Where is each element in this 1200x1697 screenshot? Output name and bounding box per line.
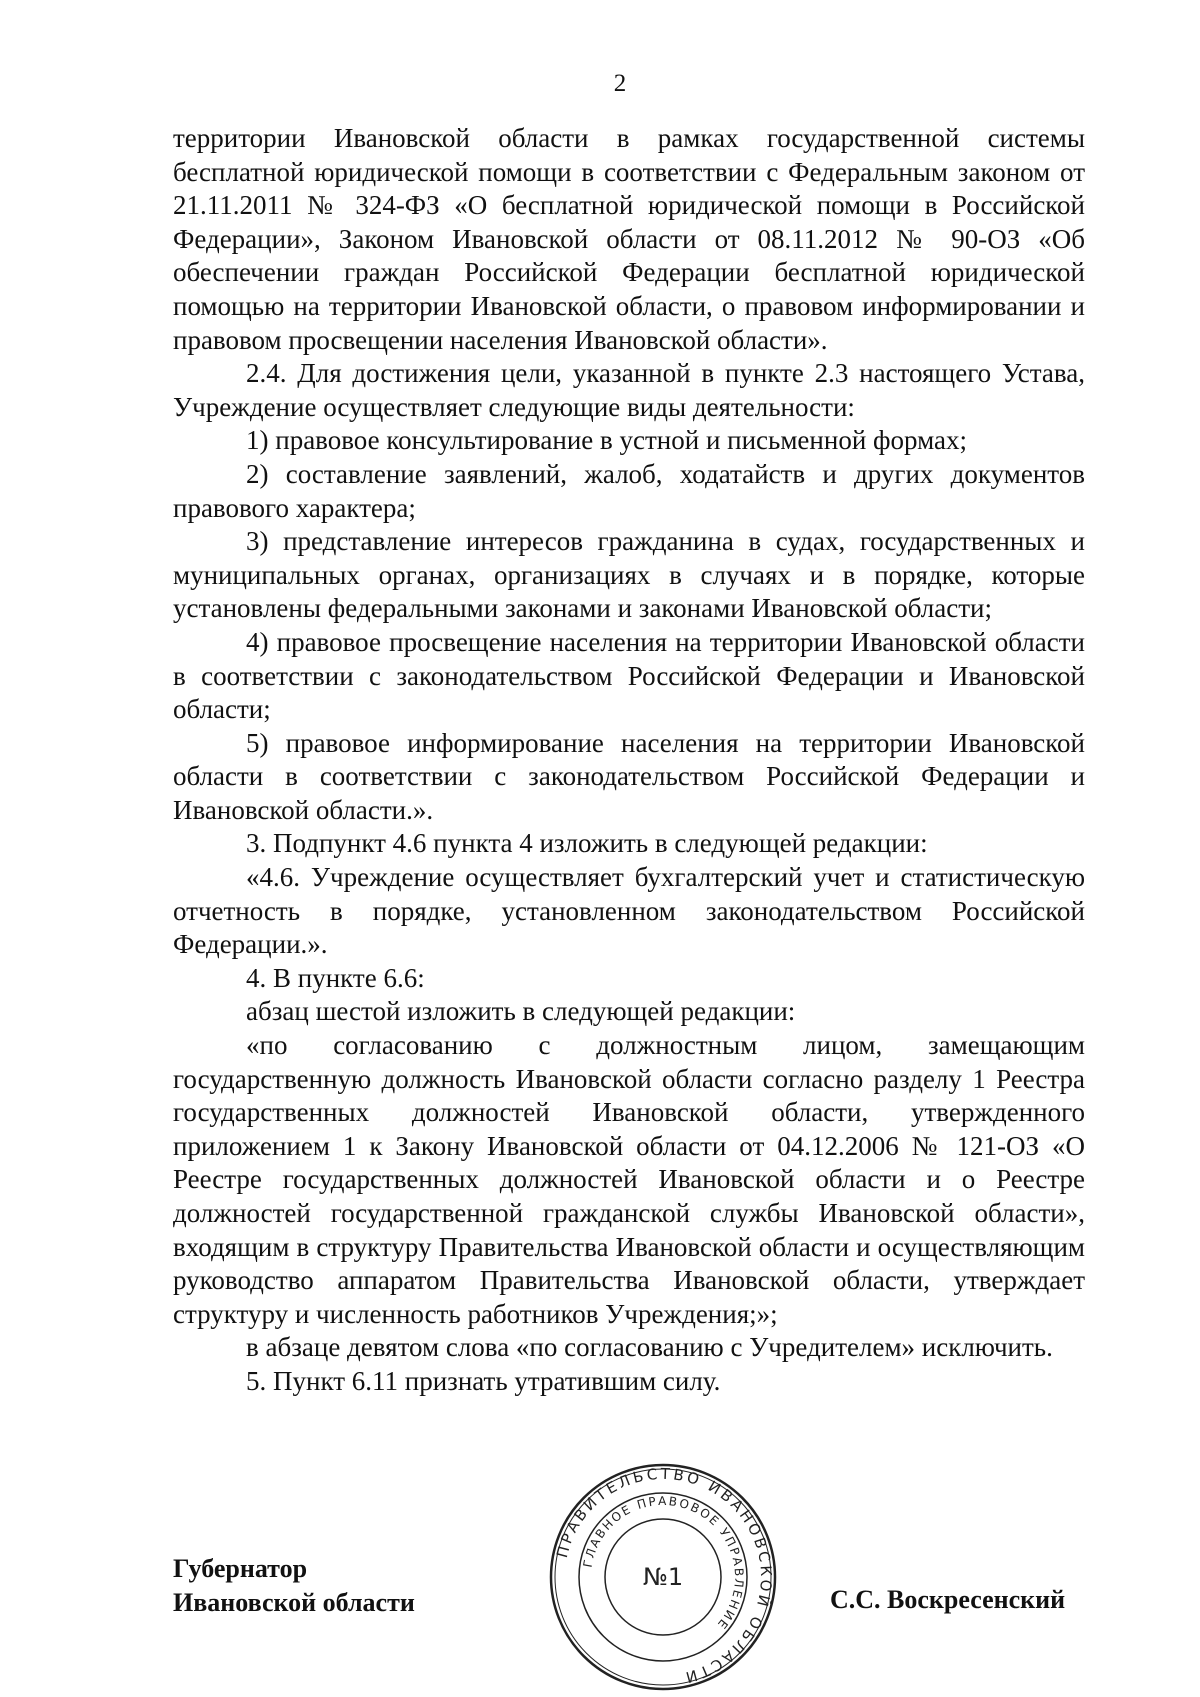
paragraph-1: 2.4. Для достижения цели, указанной в пункте 2.3 настоящего Устава, Учреждение осуществляет следующие виды деятельности:: [173, 358, 1085, 422]
paragraph-2: 1) правовое консультирование в устной и письменной формах;: [246, 425, 967, 456]
paragraph-12: в абзаце девятом слова «по согласованию с Учредителем» исключить.: [246, 1332, 1053, 1363]
signatory-position-line2: Ивановской области: [173, 1588, 415, 1617]
paragraph-5: 4) правовое просвещение населения на территории Ивановской области в соответствии с законодательством Российской Федерации и Ивановской области;: [173, 626, 1085, 725]
paragraph-10: абзац шестой изложить в следующей редакции:: [246, 996, 796, 1027]
paragraph-9: 4. В пункте 6.6:: [246, 962, 425, 993]
signatory-position-line1: Губернатор: [173, 1554, 308, 1583]
signatory-name: С.С. Воскресенский: [830, 1585, 1066, 1614]
paragraph-8: «4.6. Учреждение осуществляет бухгалтерский учет и статистическую отчетность в порядке, установленном законодательством Российской Федерации.».: [173, 862, 1085, 960]
paragraph-0: территории Ивановской области в рамках государственной системы бесплатной юридической помощи в соответствии с Федеральным законом от 21.11.2011 № 324-ФЗ «О бесплатной юридической помощи в Российской Федерации», Законом Ивановской области от 08.11.2012 № 90-ОЗ «Об обеспечении граждан Российской Федерации бесплатной юридической помощью на территории Ивановской области, о правовом информировании и правовом просвещении населения Ивановской области».: [173, 123, 1085, 355]
paragraph-11: «по согласованию с должностным лицом, замещающим государственную должность Ивановской области согласно разделу 1 Реестра государственных должностей Ивановской области, утвержденного приложением 1 к Закону Ивановской области от 04.12.2006 № 121-ОЗ «О Реестре государственных должностей Ивановской области и о Реестре должностей государственной гражданской службы Ивановской области», входящим в структуру Правительства Ивановской области и осуществляющим руководство аппаратом Правительства Ивановской области, утверждает структуру и численность работников Учреждения;»;: [173, 1030, 1085, 1329]
paragraph-13: 5. Пункт 6.11 признать утратившим силу.: [246, 1365, 721, 1396]
seal-number: №1: [642, 1563, 684, 1591]
seal-inner-text: ГЛАВНОЕ ПРАВОВОЕ УПРАВЛЕНИЕ: [580, 1493, 747, 1633]
paragraph-7: 3. Подпункт 4.6 пункта 4 изложить в следующей редакции:: [246, 828, 928, 859]
official-seal: [548, 1462, 778, 1692]
seal-outer-text: ПРАВИТЕЛЬСТВО ИВАНОВСКОЙ ОБЛАСТИ: [552, 1464, 776, 1687]
document-body: [173, 122, 1085, 1399]
paragraph-6: 5) правовое информирование населения на территории Ивановской области в соответствии с законодательством Российской Федерации и Ивановской области.».: [173, 727, 1085, 825]
paragraph-4: 3) представление интересов гражданина в судах, государственных и муниципальных органах, организациях в случаях и в порядке, которые установлены федеральными законами и законами Ивановской области;: [173, 526, 1085, 624]
paragraph-3: 2) составление заявлений, жалоб, ходатайств и других документов правового характера;: [173, 458, 1085, 523]
page-number: 2: [613, 70, 627, 97]
signatory-position: [173, 1552, 415, 1620]
